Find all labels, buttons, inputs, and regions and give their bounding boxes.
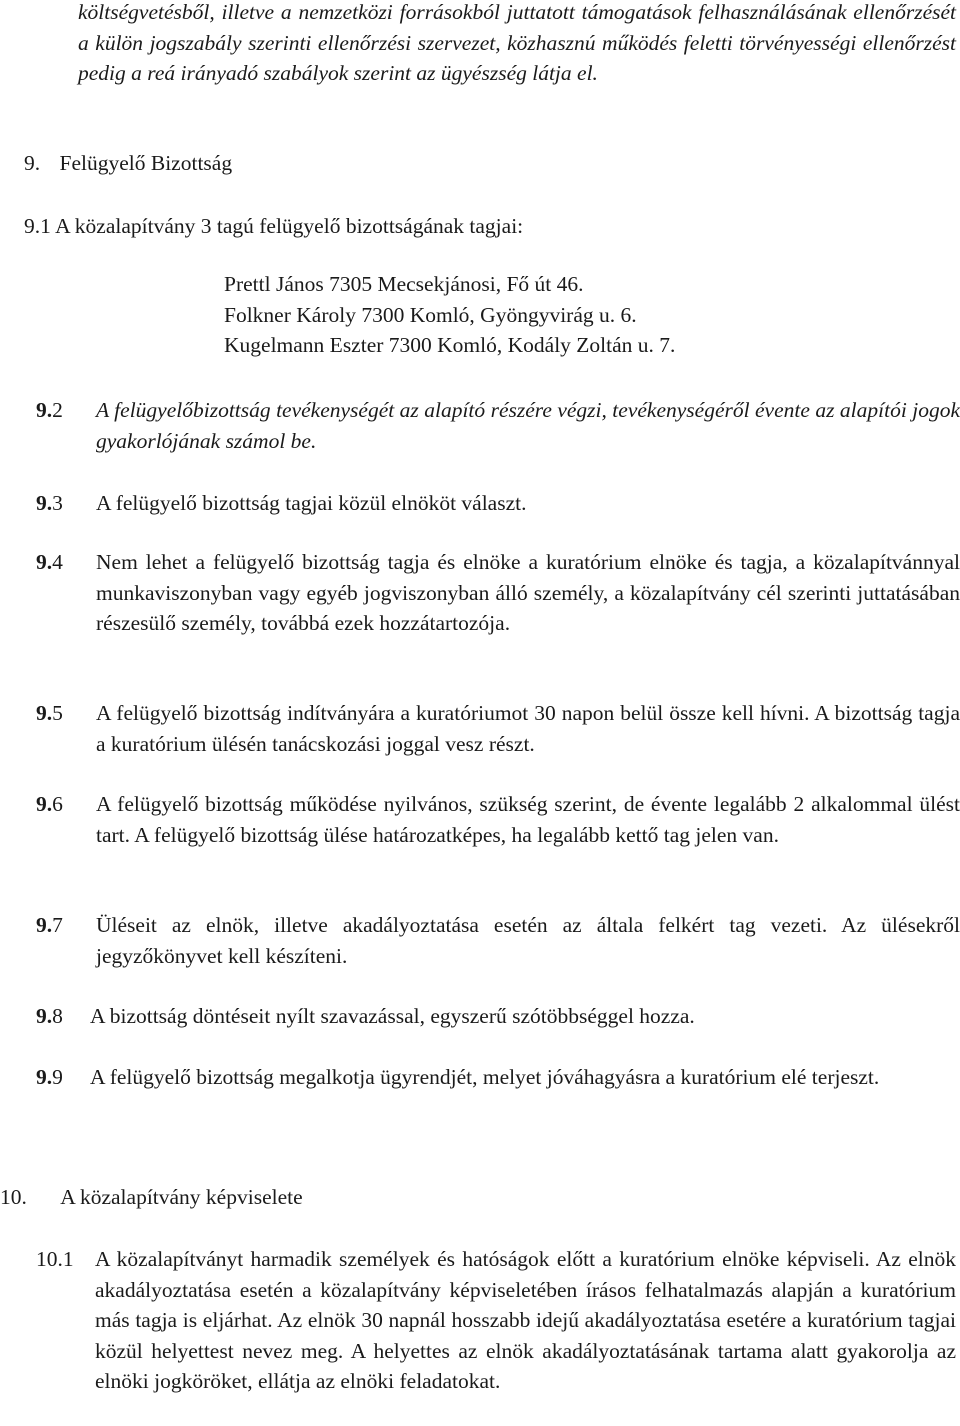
member-list xyxy=(224,269,924,361)
clause-9-2 xyxy=(36,395,960,456)
clause-text: Üléseit az elnök, illetve akadályoztatása esetén az általa felkért tag vezeti. Az ülésekről jegyzőkönyvet kell készíteni. xyxy=(96,913,960,968)
clause-number: 9.7 xyxy=(36,913,63,937)
section-10-heading xyxy=(0,1182,500,1213)
clause-9-8 xyxy=(36,1001,960,1032)
section-9-number: 9. xyxy=(24,151,41,175)
section-9-title: Felügyelő Bizottság xyxy=(59,151,233,175)
clause-text: A felügyelő bizottság tagjai közül elnököt választ. xyxy=(96,491,527,515)
clause-text: A felügyelőbizottság tevékenységét az alapító részére végzi, tevékenységéről évente az alapítói jogok gyakorlójának számol be. xyxy=(96,398,960,453)
clause-number: 10.1 xyxy=(36,1247,74,1271)
member-item: Prettl János 7305 Mecsekjánosi, Fő út 46. xyxy=(224,272,584,296)
clause-9-5 xyxy=(36,698,960,759)
intro-paragraph: költségvetésből, illetve a nemzetközi forrásokból juttatott támogatások felhasználásának ellenőrzését a külön jogszabály szerinti ellenőrzési szervezet, közhasznú működés feletti törvényességi ellenőrzést pedig a reá irányadó szabályok szerint az ügyészség látja el. xyxy=(78,0,956,85)
clause-number: 9.5 xyxy=(36,701,63,725)
section-10-title: A közalapítvány képviselete xyxy=(60,1185,303,1209)
clause-text: A felügyelő bizottság megalkotja ügyrendjét, melyet jóváhagyásra a kuratórium elé terjeszt. xyxy=(90,1065,880,1089)
clause-number: 9.8 xyxy=(36,1004,63,1028)
clause-text: A felügyelő bizottság működése nyilvános, szükség szerint, de évente legalább 2 alkalommal ülést tart. A felügyelő bizottság ülése határozatképes, ha legalább kettő tag jelen van. xyxy=(96,792,960,847)
clause-10-1 xyxy=(36,1244,956,1397)
clause-number: 9.2 xyxy=(36,398,63,422)
clause-9-3 xyxy=(36,488,960,519)
clause-text: A közalapítványt harmadik személyek és hatóságok előtt a kuratórium elnöke képviseli. Az elnök akadályoztatása esetén a közalapítvány képviseletében írásos felhatalmazás alapján a kuratórium más tagja is eljárhat. Az elnök 30 napnál hosszabb idejű akadályoztatása esetére a kuratórium tagjai közül helyettest nevez meg. A helyettes az elnök akadályoztatásának tartama alatt gyakorolja az elnöki jogköröket, ellátja az elnöki feladatokat. xyxy=(95,1247,956,1393)
section-10-number: 10. xyxy=(0,1185,27,1209)
section-9-heading xyxy=(24,148,424,179)
clause-9-4 xyxy=(36,547,960,639)
clause-text: Nem lehet a felügyelő bizottság tagja és elnöke a kuratórium elnöke és tagja, a közalapítvánnyal munkaviszonyban vagy egyéb jogviszonyban álló személy, a közalapítvány cél szerinti juttatásában részesülő személy, továbbá ezek hozzátartozója. xyxy=(96,550,960,635)
member-item: Folkner Károly 7300 Komló, Gyöngyvirág u. 6. xyxy=(224,302,637,327)
clause-text: A felügyelő bizottság indítványára a kuratóriumot 30 napon belül össze kell hívni. A bizottság tagja a kuratórium ülésén tanácskozási joggal vesz részt. xyxy=(96,701,960,756)
clause-9-7 xyxy=(36,910,960,971)
clause-9-6 xyxy=(36,789,960,850)
clause-text: A bizottság döntéseit nyílt szavazással, egyszerű szótöbbséggel hozza. xyxy=(90,1004,695,1028)
clause-number: 9.9 xyxy=(36,1065,63,1089)
clause-number: 9.6 xyxy=(36,792,63,816)
clause-9-9 xyxy=(36,1062,960,1093)
clause-9-1: 9.1 A közalapítvány 3 tagú felügyelő bizottságának tagjai: xyxy=(24,214,524,238)
clause-number: 9.3 xyxy=(36,491,63,515)
clause-number: 9.4 xyxy=(36,550,63,574)
member-item: Kugelmann Eszter 7300 Komló, Kodály Zoltán u. 7. xyxy=(224,333,676,357)
